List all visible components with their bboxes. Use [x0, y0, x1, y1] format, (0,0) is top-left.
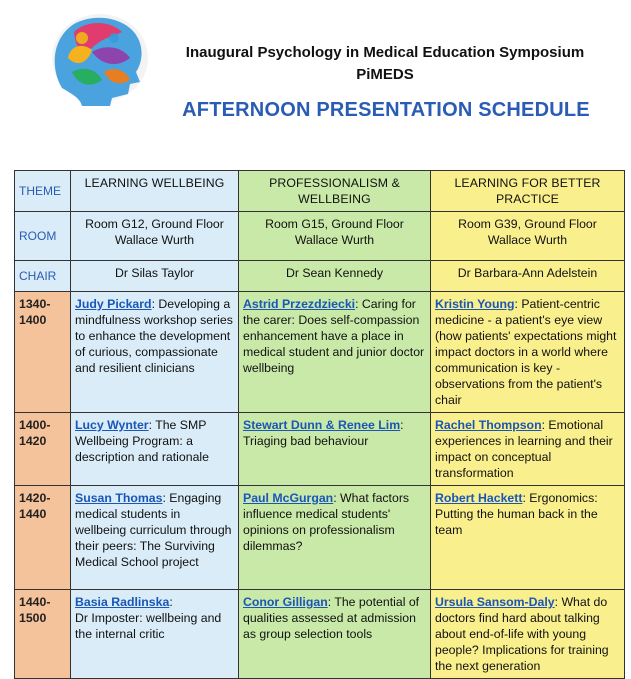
theme-col-1: LEARNING WELLBEING: [71, 171, 239, 212]
speaker-link[interactable]: Rachel Thompson: [435, 418, 542, 432]
talk-description: : The SMP Wellbeing Program: a description and rationale: [75, 418, 209, 464]
room-row: [15, 212, 625, 261]
room-label: ROOM: [15, 212, 71, 261]
room-building: Wallace Wurth: [487, 233, 568, 247]
session-row: [15, 292, 625, 413]
talk-description: : Developing a mindfulness workshop series to enhance the development of curious, compassionate and resilient clinicians: [75, 297, 233, 375]
room-col-1: [71, 212, 239, 261]
talk-cell: [71, 486, 239, 590]
speaker-link[interactable]: Basia Radlinska: [75, 595, 170, 609]
session-time: 1400- 1420: [15, 413, 71, 486]
speaker-link[interactable]: Kristin Young: [435, 297, 515, 311]
session-time: 1420- 1440: [15, 486, 71, 590]
chair-label: CHAIR: [15, 261, 71, 292]
speaker-link[interactable]: Robert Hackett: [435, 491, 523, 505]
talk-description: : Patient-centric medicine - a patient's eye view (how patients' expectations might impact doctors in a world where communication is key - observations from the patient's chair: [435, 297, 617, 407]
talk-description: : Emotional experiences in learning and their impact on conceptual transformation: [435, 418, 613, 480]
speaker-link[interactable]: Judy Pickard: [75, 297, 152, 311]
chair-col-3: Dr Barbara-Ann Adelstein: [431, 261, 625, 292]
room-name: Room G12, Ground Floor: [85, 217, 224, 231]
chair-row: [15, 261, 625, 292]
theme-row: [15, 171, 625, 212]
theme-col-2: PROFESSIONALISM & WELLBEING: [239, 171, 431, 212]
talk-description: : What factors influence medical students' opinions on professionalism dilemmas?: [243, 491, 410, 553]
speaker-link[interactable]: Ursula Sansom-Daly: [435, 595, 555, 609]
talk-cell: [71, 413, 239, 486]
talk-description: : What do doctors find hard about talking about end-of-life with young people? Implications for training the next generation: [435, 595, 609, 673]
talk-cell: [239, 590, 431, 679]
theme-col-3: LEARNING FOR BETTER PRACTICE: [431, 171, 625, 212]
room-name: Room G39, Ground Floor: [458, 217, 597, 231]
speaker-link[interactable]: Paul McGurgan: [243, 491, 334, 505]
theme-label: THEME: [15, 171, 71, 212]
talk-cell: [239, 413, 431, 486]
session-row: [15, 486, 625, 590]
schedule-table: [14, 170, 625, 679]
session-row: [15, 590, 625, 679]
talk-description: : Triaging bad behaviour: [243, 418, 404, 448]
speaker-link[interactable]: Susan Thomas: [75, 491, 163, 505]
talk-description: : The potential of qualities assessed at admission as group selection tools: [243, 595, 420, 641]
room-building: Wallace Wurth: [294, 233, 375, 247]
session-row: [15, 413, 625, 486]
symposium-acronym: PiMEDS: [356, 66, 414, 83]
talk-description: : Dr Imposter: wellbeing and the internal critic: [75, 595, 222, 641]
schedule-heading: AFTERNOON PRESENTATION SCHEDULE: [182, 99, 590, 121]
talk-cell: [71, 590, 239, 679]
talk-cell: [431, 486, 625, 590]
speaker-link[interactable]: Stewart Dunn & Renee Lim: [243, 418, 401, 432]
talk-description: : Ergonomics: Putting the human back in the team: [435, 491, 598, 537]
session-time: 1440- 1500: [15, 590, 71, 679]
room-building: Wallace Wurth: [114, 233, 195, 247]
talk-cell: [71, 292, 239, 413]
pimeds-logo: [22, 8, 172, 108]
speaker-link[interactable]: Lucy Wynter: [75, 418, 149, 432]
talk-cell: [239, 486, 431, 590]
talk-cell: [431, 413, 625, 486]
room-name: Room G15, Ground Floor: [265, 217, 404, 231]
speaker-link[interactable]: Conor Gilligan: [243, 595, 328, 609]
room-col-2: [239, 212, 431, 261]
talk-cell: [431, 292, 625, 413]
talk-description: : Engaging medical students in wellbeing curriculum through their peers: The Surviving Medical School project: [75, 491, 232, 569]
speaker-link[interactable]: Astrid Przezdziecki: [243, 297, 356, 311]
symposium-title: Inaugural Psychology in Medical Education Symposium: [185, 44, 585, 61]
talk-cell: [431, 590, 625, 679]
room-col-3: [431, 212, 625, 261]
session-rows: [15, 292, 625, 679]
talk-cell: [239, 292, 431, 413]
talk-description: : Caring for the carer: Does self-compassion enhancement have a place in medical student and junior doctor wellbeing: [243, 297, 425, 375]
session-time: 1340- 1400: [15, 292, 71, 413]
chair-col-2: Dr Sean Kennedy: [239, 261, 431, 292]
chair-col-1: Dr Silas Taylor: [71, 261, 239, 292]
